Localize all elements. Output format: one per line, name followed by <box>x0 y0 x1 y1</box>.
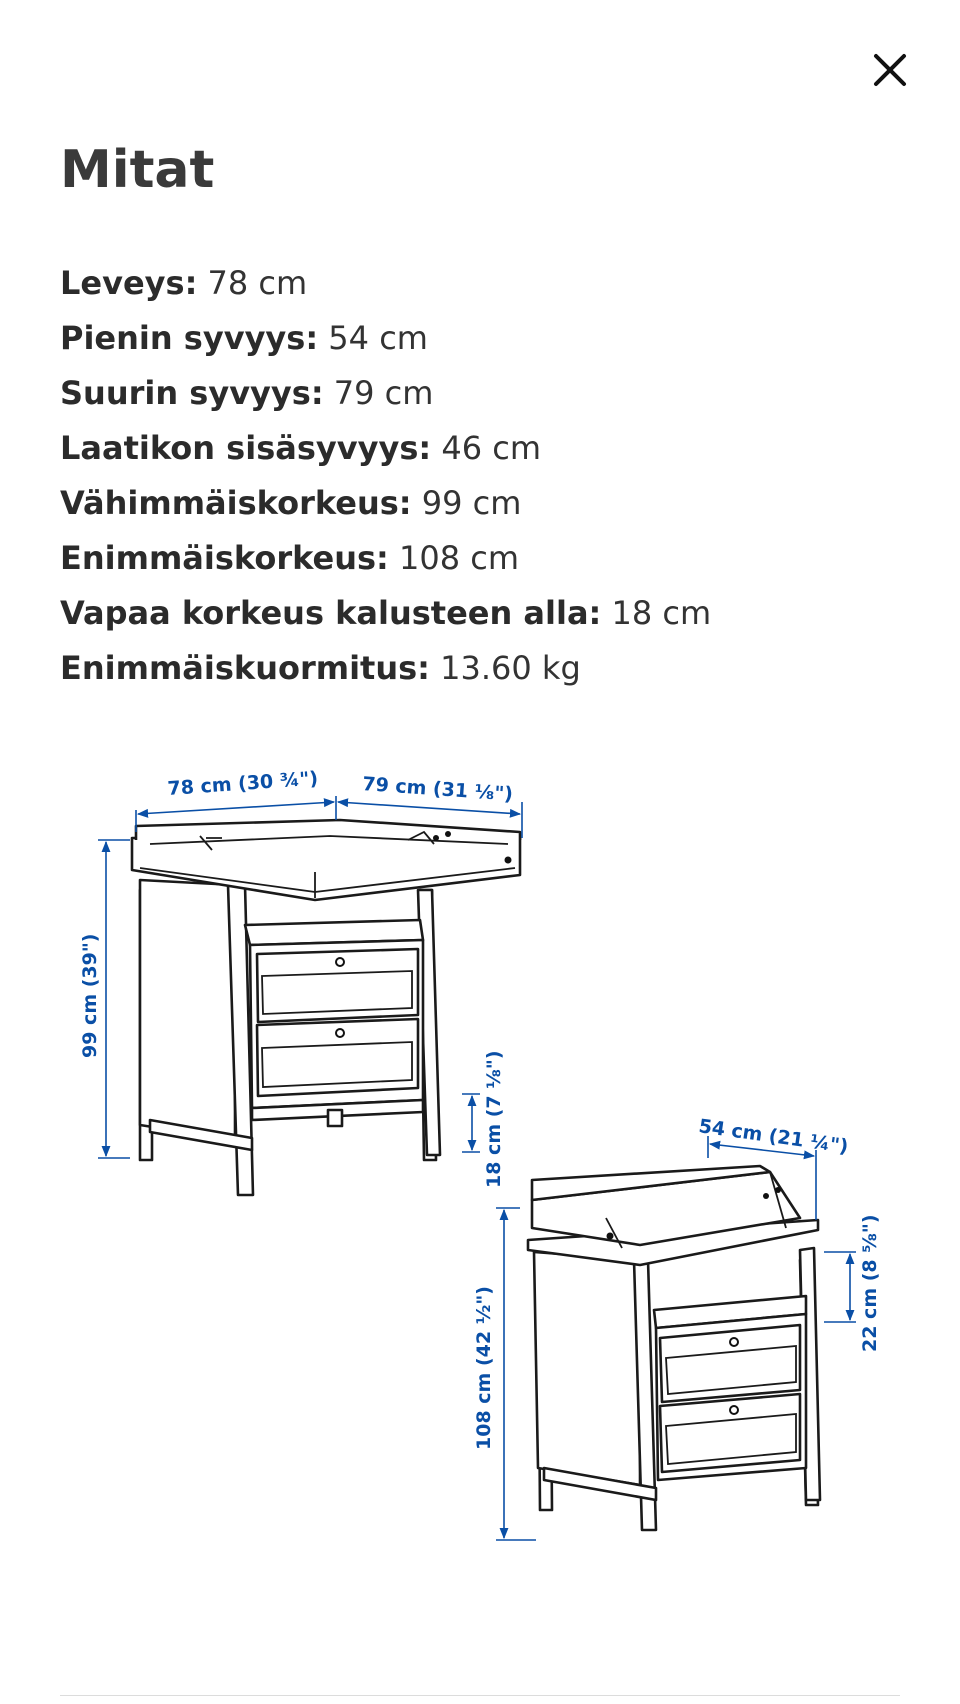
divider <box>60 1695 900 1696</box>
spec-label: Enimmäiskorkeus: <box>60 539 389 577</box>
spec-row-min-height <box>60 476 711 531</box>
spec-row-width <box>60 256 711 311</box>
page-title: Mitat <box>60 140 215 200</box>
spec-row-min-depth <box>60 311 711 366</box>
spec-row-clearance <box>60 586 711 641</box>
spec-label: Laatikon sisäsyvyys: <box>60 429 432 467</box>
spec-value: 54 cm <box>328 319 428 357</box>
dimension-spec-list <box>60 256 711 696</box>
spec-label: Suurin syvyys: <box>60 374 324 412</box>
closed-height-label: 108 cm (42 ½") <box>473 1286 495 1450</box>
spec-label: Pienin syvyys: <box>60 319 319 357</box>
spec-value: 108 cm <box>399 539 520 577</box>
spec-label: Leveys: <box>60 264 198 302</box>
closed-depth-label: 54 cm (21 ¼") <box>697 1115 850 1158</box>
spec-value: 78 cm <box>207 264 308 302</box>
spec-row-max-load <box>60 641 711 696</box>
spec-label: Enimmäiskuormitus: <box>60 649 430 687</box>
spec-row-drawer-depth <box>60 421 711 476</box>
changing-table-closed-drawing <box>528 1166 820 1530</box>
close-icon <box>872 52 908 88</box>
spec-value: 79 cm <box>333 374 434 412</box>
spec-row-max-height <box>60 531 711 586</box>
spec-value: 13.60 kg <box>440 649 581 687</box>
spec-value: 99 cm <box>421 484 522 522</box>
dimension-illustration <box>0 740 960 1600</box>
spec-row-max-depth <box>60 366 711 421</box>
open-height-label: 99 cm (39") <box>79 933 101 1058</box>
spec-value: 46 cm <box>441 429 541 467</box>
open-clearance-label: 18 cm (7 ⅛") <box>483 1050 505 1188</box>
closed-top-height-label: 22 cm (8 ⅝") <box>859 1214 881 1352</box>
changing-table-open-drawing <box>132 820 520 1195</box>
spec-label: Vapaa korkeus kalusteen alla: <box>60 594 602 632</box>
spec-value: 18 cm <box>611 594 712 632</box>
open-depth-label: 79 cm (31 ⅛") <box>361 773 514 806</box>
open-width-label: 78 cm (30 ¾") <box>166 767 319 800</box>
spec-label: Vähimmäiskorkeus: <box>60 484 412 522</box>
close-button[interactable] <box>860 40 920 100</box>
